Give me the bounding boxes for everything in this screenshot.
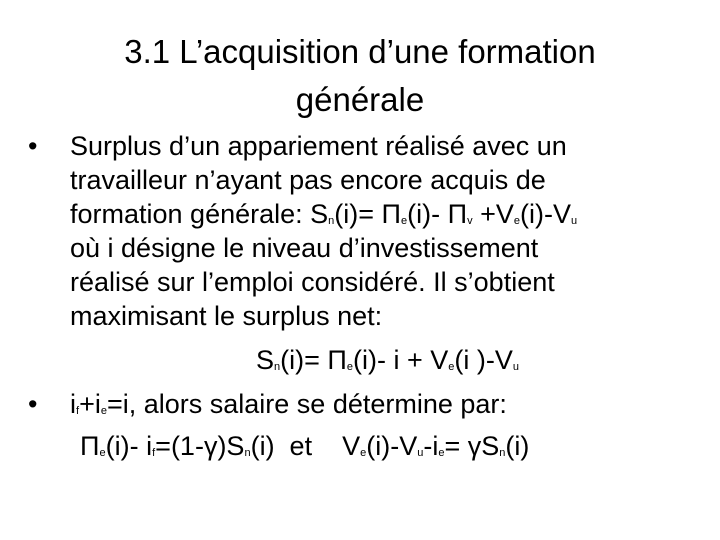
text: +i [79,389,101,419]
text: (i)= Π [280,345,347,375]
subscript: e [100,405,107,417]
bullet-1-line-3-formula [70,199,577,230]
bullet-1-line-1: Surplus d’un appariement réalisé avec un [70,131,567,161]
bullet-1-line-2: travailleur n’ayant pas encore acquis de [70,165,546,195]
text: S [256,345,275,375]
text: (i) et V [250,431,361,461]
bullet-1-marker: • [28,131,38,161]
bullet-1-line-5: réalisé sur l’emploi considéré. Il s’obtient [70,267,555,297]
text: (i)- Π [407,199,468,229]
subscript: n [499,447,506,459]
slide-title [40,28,680,124]
text: (i)- i + V [353,345,449,375]
subscript: e [513,215,521,227]
subscript: e [99,447,106,459]
text: =(1-γ)S [155,431,245,461]
text: (i)-V [520,199,572,229]
title-line-2: générale [295,81,425,118]
text: (i) [505,431,530,461]
bullet-2-line-2-formula [80,431,529,462]
subscript: n [274,361,281,373]
subscript: n [328,215,335,227]
subscript: e [438,447,445,459]
bullet-1-line-7-formula [256,345,519,376]
subscript: u [417,447,424,459]
title-line-1: 3.1 L’acquisition d’une formation [124,33,596,70]
subscript: e [346,361,354,373]
text: (i)= Π [334,199,402,229]
text: -i [423,431,439,461]
bullet-1-line-4: où i désigne le niveau d’investissement [70,233,539,263]
text: +V [472,199,514,229]
subscript: u [512,361,520,373]
subscript: f [152,447,156,459]
text: (i)- i [105,431,153,461]
text: formation générale: S [70,199,329,229]
text: Π [80,431,100,461]
bullet-2-line-1-formula [70,389,507,420]
text: i [70,389,76,419]
text: (i)-V [366,431,418,461]
text: = γS [444,431,500,461]
text: =i, alors salaire se détermine par: [106,389,507,419]
subscript: u [571,215,578,227]
subscript: n [244,447,251,459]
subscript: f [76,405,80,417]
bullet-1-line-6: maximisant le surplus net: [70,301,383,331]
bullet-2-marker: • [28,389,38,419]
subscript: e [360,447,367,459]
subscript: e [448,361,455,373]
subscript: v [467,215,473,227]
subscript: e [401,215,408,227]
text: (i )-V [454,345,513,375]
